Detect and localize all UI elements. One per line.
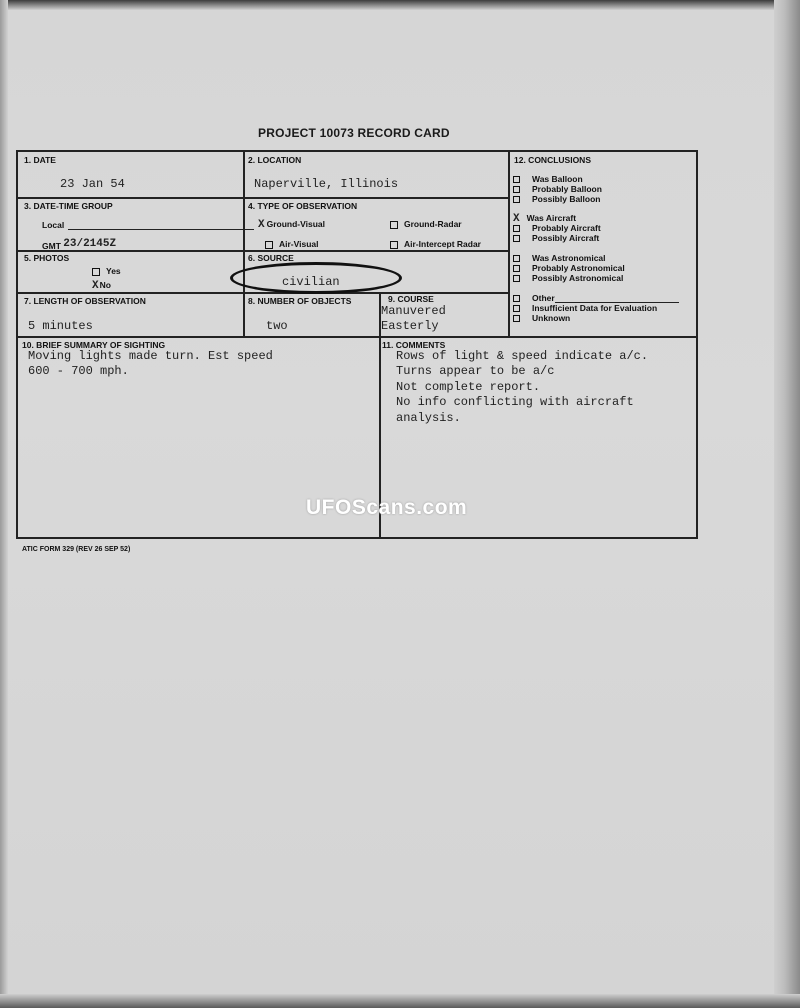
air-visual-text: Air-Visual	[279, 239, 319, 249]
source-value: civilian	[282, 275, 340, 289]
type-obs-label: 4. TYPE OF OBSERVATION	[248, 201, 358, 211]
type-ground-visual	[258, 219, 325, 231]
was-astronomical-text: Was Astronomical	[532, 253, 606, 263]
air-intercept-text: Air-Intercept Radar	[404, 239, 481, 249]
photos-label: 5. PHOTOS	[24, 253, 70, 263]
conclusion-was-astronomical	[513, 253, 606, 263]
form-title: PROJECT 10073 RECORD CARD	[258, 126, 450, 140]
scan-edge-bottom	[0, 994, 800, 1008]
unknown-checkbox[interactable]	[513, 315, 520, 322]
comments-line4: No info conflicting with aircraft	[396, 395, 634, 409]
rule	[18, 336, 698, 338]
comments-line3: Not complete report.	[396, 380, 541, 394]
was-aircraft-text: Was Aircraft	[526, 213, 577, 223]
rule	[243, 152, 245, 336]
course-line2: Easterly	[381, 319, 439, 333]
rule	[18, 292, 508, 294]
conclusion-probably-astronomical	[513, 263, 625, 273]
source-label: 6. SOURCE	[248, 253, 294, 263]
conclusion-possibly-balloon	[513, 194, 601, 204]
dtg-gmt	[42, 238, 223, 251]
location-value: Naperville, Illinois	[254, 177, 399, 191]
photos-yes-text: Yes	[106, 266, 121, 276]
dtg-gmt-label: GMT	[42, 241, 61, 251]
type-air-intercept	[390, 239, 481, 249]
scan-edge-left	[0, 0, 8, 1008]
conclusion-unknown	[513, 313, 570, 323]
was-aircraft-check-mark: X	[513, 213, 520, 225]
comments-line5: analysis.	[396, 411, 461, 425]
rule	[508, 152, 510, 336]
course-line1: Manuvered	[381, 304, 446, 318]
course-label: 9. COURSE	[388, 294, 434, 304]
comments-line2: Turns appear to be a/c	[396, 364, 555, 378]
summary-line1: Moving lights made turn. Est speed	[28, 349, 273, 363]
probably-balloon-text: Probably Balloon	[532, 184, 602, 194]
photos-no-check-mark: X	[92, 280, 99, 292]
conclusions-label: 12. CONCLUSIONS	[514, 155, 591, 165]
conclusion-possibly-aircraft	[513, 233, 599, 243]
other-checkbox[interactable]	[513, 295, 520, 302]
possibly-aircraft-checkbox[interactable]	[513, 235, 520, 242]
ground-visual-check-mark: X	[258, 219, 265, 231]
num-objects-value: two	[266, 319, 288, 333]
conclusion-possibly-astronomical	[513, 273, 623, 283]
photos-yes	[92, 266, 121, 276]
possibly-aircraft-text: Possibly Aircraft	[532, 233, 600, 243]
conclusion-was-balloon	[513, 174, 583, 184]
ground-radar-text: Ground-Radar	[404, 219, 462, 229]
possibly-astronomical-checkbox[interactable]	[513, 275, 520, 282]
insufficient-text: Insufficient Data for Evaluation	[532, 303, 658, 313]
probably-astronomical-text: Probably Astronomical	[532, 263, 625, 273]
summary-line2: 600 - 700 mph.	[28, 364, 129, 378]
air-intercept-checkbox[interactable]	[390, 241, 398, 249]
watermark: UFOScans.com	[306, 496, 468, 519]
possibly-balloon-text: Possibly Balloon	[532, 194, 601, 204]
form-footer: ATIC FORM 329 (REV 26 SEP 52)	[22, 546, 131, 553]
date-label: 1. DATE	[24, 155, 56, 165]
comments-label: 11. COMMENTS	[382, 340, 446, 350]
was-astronomical-checkbox[interactable]	[513, 255, 520, 262]
conclusion-insufficient	[513, 303, 657, 313]
possibly-balloon-checkbox[interactable]	[513, 196, 520, 203]
summary-label: 10. BRIEF SUMMARY OF SIGHTING	[22, 340, 166, 350]
dtg-gmt-line	[63, 238, 223, 251]
probably-aircraft-text: Probably Aircraft	[532, 223, 601, 233]
dtg-gmt-value: 23/2145Z	[63, 238, 117, 250]
type-air-visual	[265, 239, 319, 249]
rule	[18, 197, 508, 199]
conclusion-other	[513, 293, 679, 303]
dtg-local-label	[42, 220, 254, 230]
possibly-astronomical-text: Possibly Astronomical	[532, 273, 624, 283]
dtg-local-line	[68, 229, 254, 230]
scan-edge-top	[0, 0, 800, 10]
num-objects-label: 8. NUMBER OF OBJECTS	[248, 296, 352, 306]
length-value: 5 minutes	[28, 319, 93, 333]
probably-aircraft-checkbox[interactable]	[513, 225, 520, 232]
was-balloon-checkbox[interactable]	[513, 176, 520, 183]
probably-astronomical-checkbox[interactable]	[513, 265, 520, 272]
unknown-text: Unknown	[532, 313, 571, 323]
comments-line1: Rows of light & speed indicate a/c.	[396, 349, 649, 363]
photos-yes-checkbox[interactable]	[92, 268, 100, 276]
dtg-label: 3. DATE-TIME GROUP	[24, 201, 113, 211]
conclusion-probably-balloon	[513, 184, 602, 194]
location-label: 2. LOCATION	[248, 155, 302, 165]
date-value: 23 Jan 54	[60, 177, 125, 191]
photos-no	[92, 280, 111, 292]
probably-balloon-checkbox[interactable]	[513, 186, 520, 193]
dtg-local-text: Local	[42, 220, 65, 230]
air-visual-checkbox[interactable]	[265, 241, 273, 249]
conclusion-probably-aircraft	[513, 223, 601, 233]
type-ground-radar	[390, 219, 462, 229]
was-balloon-text: Was Balloon	[532, 174, 583, 184]
photos-no-text: No	[99, 280, 111, 290]
scan-edge-right	[774, 0, 800, 1008]
ground-visual-text: Ground-Visual	[266, 219, 326, 229]
insufficient-checkbox[interactable]	[513, 305, 520, 312]
ground-radar-checkbox[interactable]	[390, 221, 398, 229]
length-label: 7. LENGTH OF OBSERVATION	[24, 296, 146, 306]
other-text: Other	[532, 293, 555, 303]
